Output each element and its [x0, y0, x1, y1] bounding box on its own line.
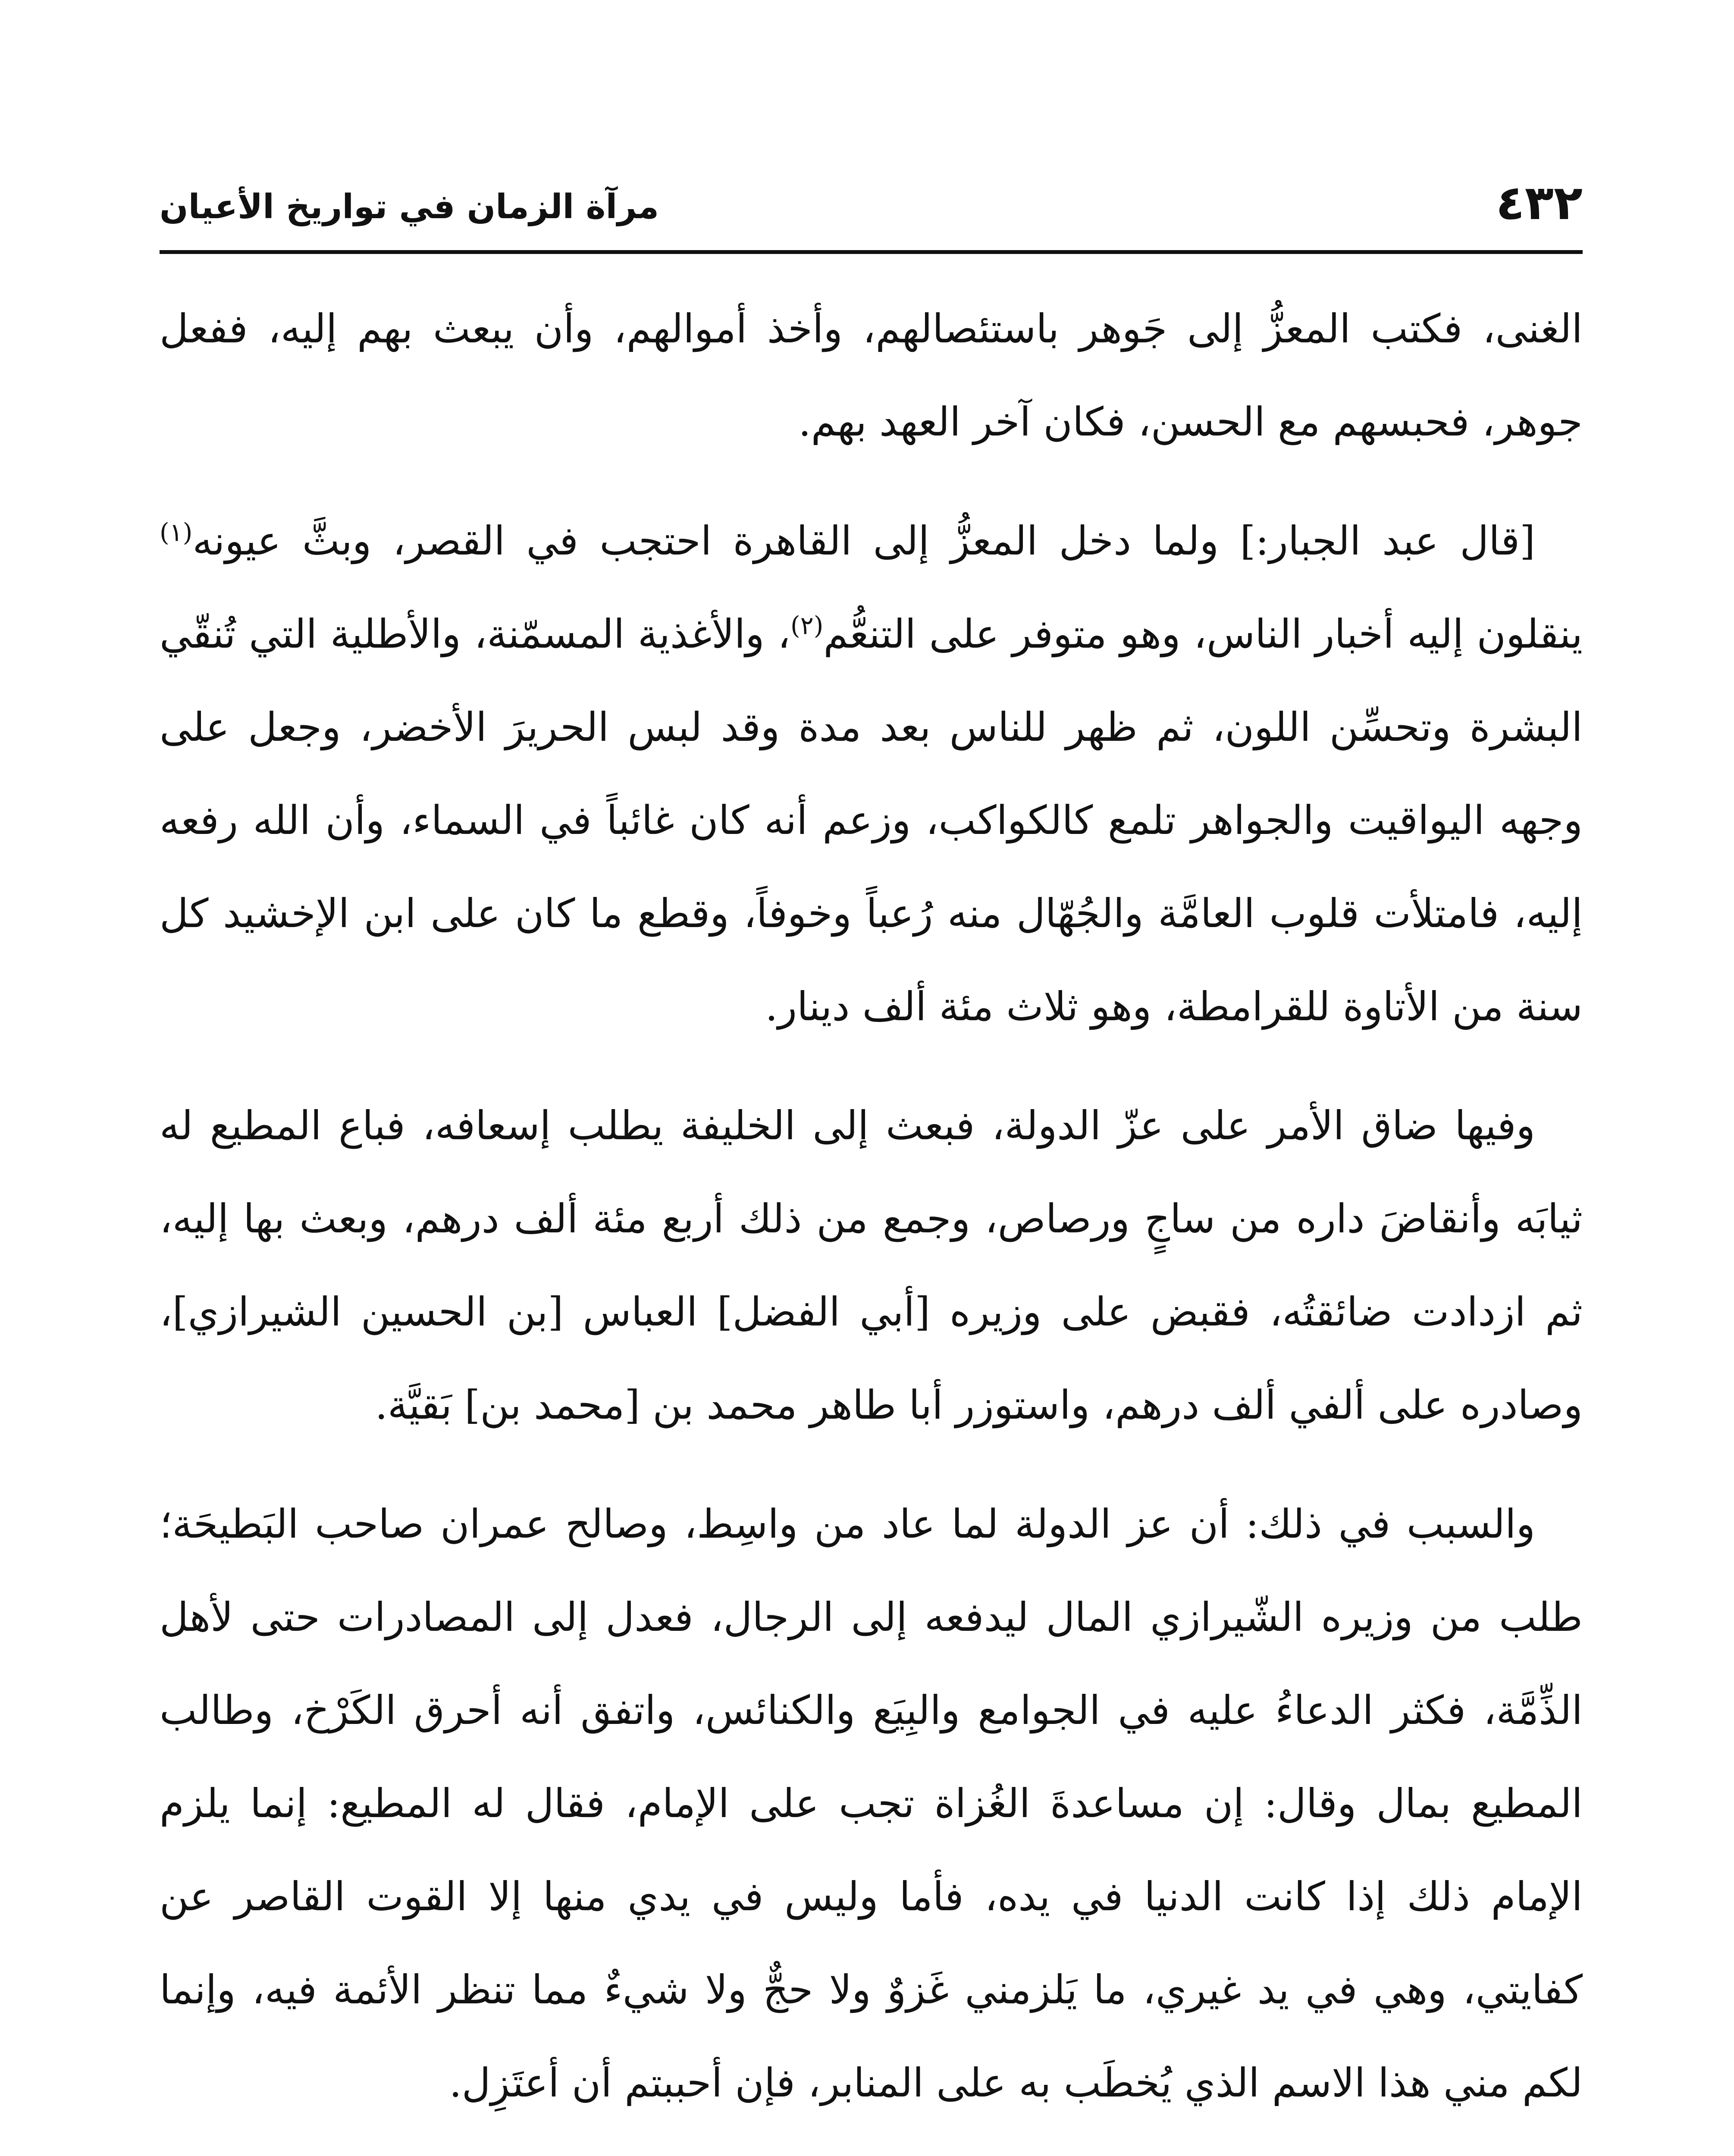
- footnote-marker: (١): [160, 517, 193, 547]
- running-title: مرآة الزمان في تواريخ الأعيان: [160, 188, 659, 226]
- header-rule: [160, 250, 1583, 254]
- footnote-marker: (٢): [790, 611, 824, 640]
- paragraph-text: ينقلون إليه أخبار الناس، وهو متوفر على التنعُّم: [823, 611, 1583, 657]
- paragraph: وفيها ضاق الأمر على عزّ الدولة، فبعث إلى الخليفة يطلب إسعافه، فباع المطيع له ثيابَه وأنقاضَ داره من ساجٍ ورصاص، وجمع من ذلك أربع مئة ألف درهم، وبعث بها إليه، ثم ازدادت ضائقتُه، فقبض على وزيره [أبي الفضل] العباس [بن الحسين الشيرازي]، وصادره على ألفي ألف درهم، واستوزر أبا طاهر محمد بن [محمد بن] بَقيَّة.: [160, 1103, 1583, 1428]
- paragraph: والسبب في ذلك: أن عز الدولة لما عاد من واسِط، وصالح عمران صاحب البَطيحَة؛ طلب من وزيره الشّيرازي المال ليدفعه إلى الرجال، فعدل إلى المصادرات حتى لأهل الذِّمَّة، فكثر الدعاءُ عليه في الجوامع والبِيَع والكنائس، واتفق أنه أحرق الكَرْخ، وطالب المطيع بمال وقال: إن مساعدةَ الغُزاة تجب على الإمام، فقال له المطيع: إنما يلزم الإمام ذلك إذا كانت الدنيا في يده، فأما وليس في يدي منها إلا القوت القاصر عن كفايتي، وهي في يد غيري، ما يَلزمني غَزوٌ ولا حجٌّ ولا شيءٌ مما تنظر الأئمة فيه، وإنما لكم مني هذا الاسم الذي يُخطَب به على المنابر، فإن أحببتم أن أعتَزِل.: [160, 1501, 1583, 2106]
- paragraph: [160, 495, 1583, 1053]
- paragraph-text: ، والأغذية المسمّنة، والأطلية التي تُنقّي البشرة وتحسِّن اللون، ثم ظهر للناس بعد مدة وقد لبس الحريرَ الأخضر، وجعل على وجهه اليواقيت والجواهر تلمع كالكواكب، وزعم أنه كان غائباً في السماء، وأن الله رفعه إليه، فامتلأت قلوب العامَّة والجُهّال منه رُعباً وخوفاً، وقطع ما كان على ابن الإخشيد كل سنة من الأتاوة للقرامطة، وهو ثلاث مئة ألف دينار.: [160, 611, 1583, 1030]
- page-number: ٤٣٢: [1496, 175, 1583, 230]
- paragraph: الغنى، فكتب المعزُّ إلى جَوهر باستئصالهم، وأخذ أموالهم، وأن يبعث بهم إليه، ففعل جوهر، فحبسهم مع الحسن، فكان آخر العهد بهم.: [160, 306, 1583, 445]
- body-text: [160, 282, 1583, 2130]
- page-header: [160, 170, 1583, 248]
- paragraph-text: [قال عبد الجبار:] ولما دخل المعزُّ إلى القاهرة احتجب في القصر، وبثَّ عيونه: [192, 518, 1535, 564]
